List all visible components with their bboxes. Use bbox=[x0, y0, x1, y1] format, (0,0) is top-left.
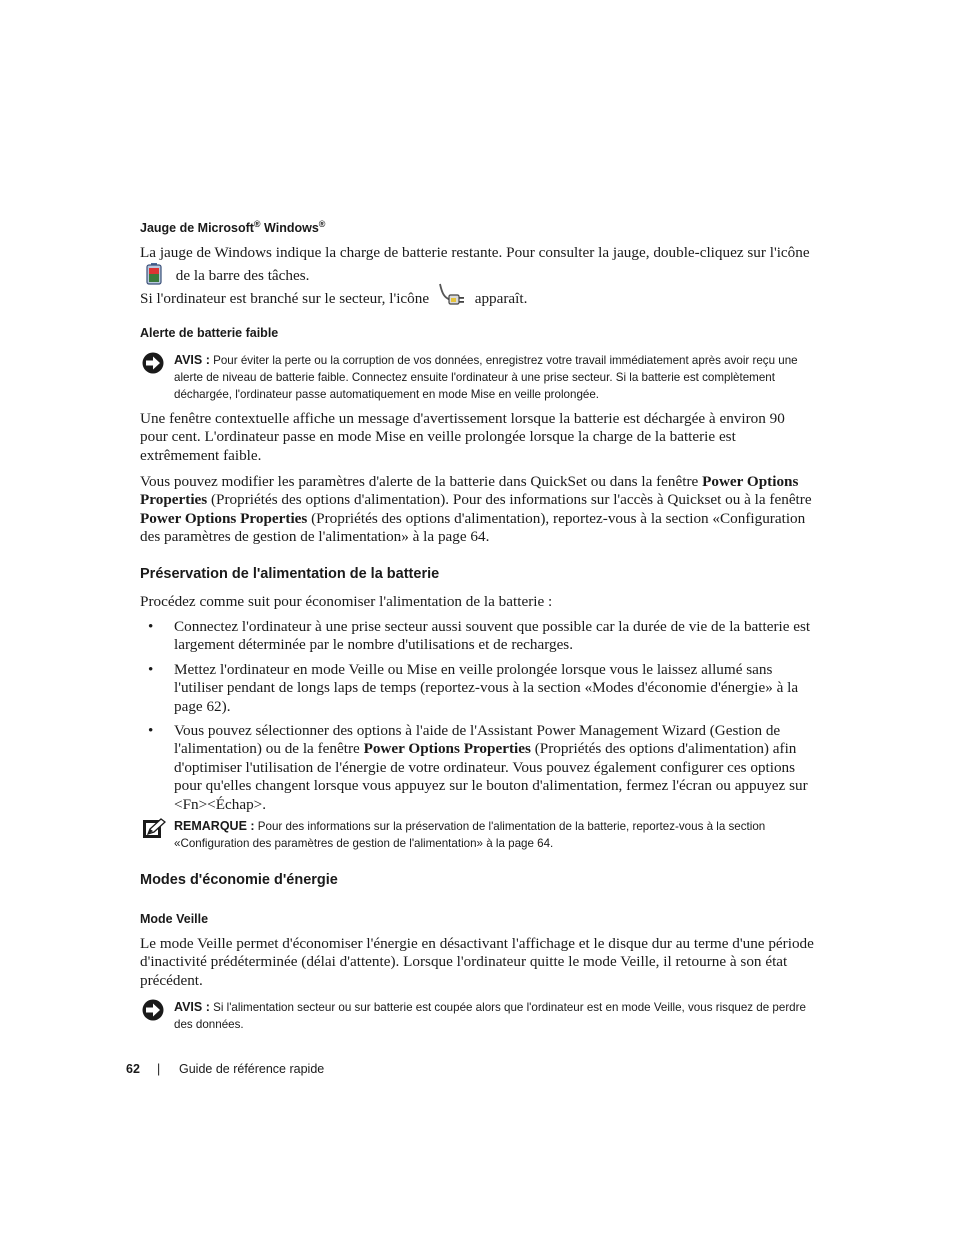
notice-icon bbox=[142, 352, 164, 379]
power-options-properties-text: Power Options Properties bbox=[140, 473, 799, 509]
note-label: REMARQUE : bbox=[174, 819, 255, 833]
low-battery-paragraph-1: Une fenêtre contextuelle affiche un message d'avertissement lorsque la batterie est déchargée à environ 90 pour cent. L'ordinateur passe en mode Mise en veille prolongée lorsque la charge de la batterie est extrêmement faible. bbox=[140, 410, 785, 464]
power-modes-heading: Modes d'économie d'énergie bbox=[140, 872, 338, 888]
standby-notice: AVIS : Si l'alimentation secteur ou sur batterie est coupée alors que l'ordinateur est en mode Veille, vous risquez de perdre des données. bbox=[140, 999, 815, 1033]
low-battery-notice: AVIS : Pour éviter la perte ou la corruption de vos données, enregistrez votre travail immédiatement après avoir reçu une alerte de niveau de batterie faible. Connectez ensuite l'ordinateur à une prise secteur. Si la batterie est complètement déchargée, l'ordinateur passe automatiquement en mode Mise en veille prolongée. bbox=[140, 352, 815, 403]
ac-plug-icon bbox=[437, 281, 465, 312]
list-item: • Mettez l'ordinateur en mode Veille ou Mise en veille prolongée lorsque vous le laissez allumé sans l'utiliser pendant de longs laps de temps (reportez-vous à la section «Modes d'économie d'énergie» à la page 62). bbox=[148, 660, 799, 715]
page-number: 62 bbox=[126, 1062, 140, 1076]
battery-meter-heading: Jauge de Microsoft® Windows® bbox=[140, 219, 326, 236]
conserve-bullet-list bbox=[140, 618, 815, 820]
conserve-note: REMARQUE : Pour des informations sur la préservation de l'alimentation de la batterie, reportez-vous à la section «Configuration des paramètres de gestion de l'alimentation» à la page 64. bbox=[140, 818, 815, 852]
footer-title: Guide de référence rapide bbox=[179, 1062, 325, 1076]
footer-separator: | bbox=[157, 1062, 161, 1076]
standby-mode-heading: Mode Veille bbox=[140, 912, 209, 926]
conserve-intro: Procédez comme suit pour économiser l'alimentation de la batterie : bbox=[140, 593, 553, 610]
low-battery-heading: Alerte de batterie faible bbox=[140, 326, 279, 340]
notice-icon bbox=[142, 999, 164, 1026]
ac-power-paragraph: Si l'ordinateur est branché sur le secteur, l'icône apparaît. bbox=[140, 287, 815, 312]
power-options-properties-text: Power Options Properties bbox=[140, 509, 308, 527]
standby-mode-paragraph: Le mode Veille permet d'économiser l'énergie en désactivant l'affichage et le disque dur au terme d'une période d'inactivité prédéterminée (délai d'attente). Lorsque l'ordinateur quitte le mode Veille, il retourne à son état précédent. bbox=[140, 935, 814, 989]
notice-label: AVIS : bbox=[174, 353, 210, 367]
battery-meter-paragraph: La jauge de Windows indique la charge de batterie restante. Pour consulter la jauge, double-cliquez sur l'icône de la barre des tâches. bbox=[140, 244, 815, 292]
power-options-properties-text: Power Options Properties bbox=[363, 740, 531, 758]
note-pencil-icon bbox=[142, 818, 166, 845]
low-battery-paragraph-2: Vous pouvez modifier les paramètres d'alerte de la batterie dans QuickSet ou dans la fenêtre Power Options Properties (Propriétés des options d'alimentation). Pour des informations sur l'accès à Quickset ou à la fenêtre Power Options Properties (Propriétés des options d'alimentation), reportez-vous à la section «Configuration des paramètres de gestion de l'alimentation» à la page 64. bbox=[140, 473, 812, 546]
conserve-heading: Préservation de l'alimentation de la batterie bbox=[140, 566, 440, 582]
notice-label: AVIS : bbox=[174, 1000, 210, 1014]
list-item: • Vous pouvez sélectionner des options à l'aide de l'Assistant Power Management Wizard (Gestion de l'alimentation) ou de la fenêtre Power Options Properties (Propriétés des options d'alimentation) afin d'optimiser l'utilisation de l'énergie de votre ordinateur. Vous pouvez également configurer ces options pour qu'elles changent lorsque vous appuyez sur le bouton d'alimentation, fermez l'écran ou appuyez sur <Fn><Échap>. bbox=[148, 722, 808, 813]
list-item: • Connectez l'ordinateur à une prise secteur aussi souvent que possible car la durée de vie de la batterie est largement déterminée par le nombre d'utilisations et de recharges. bbox=[148, 618, 811, 654]
